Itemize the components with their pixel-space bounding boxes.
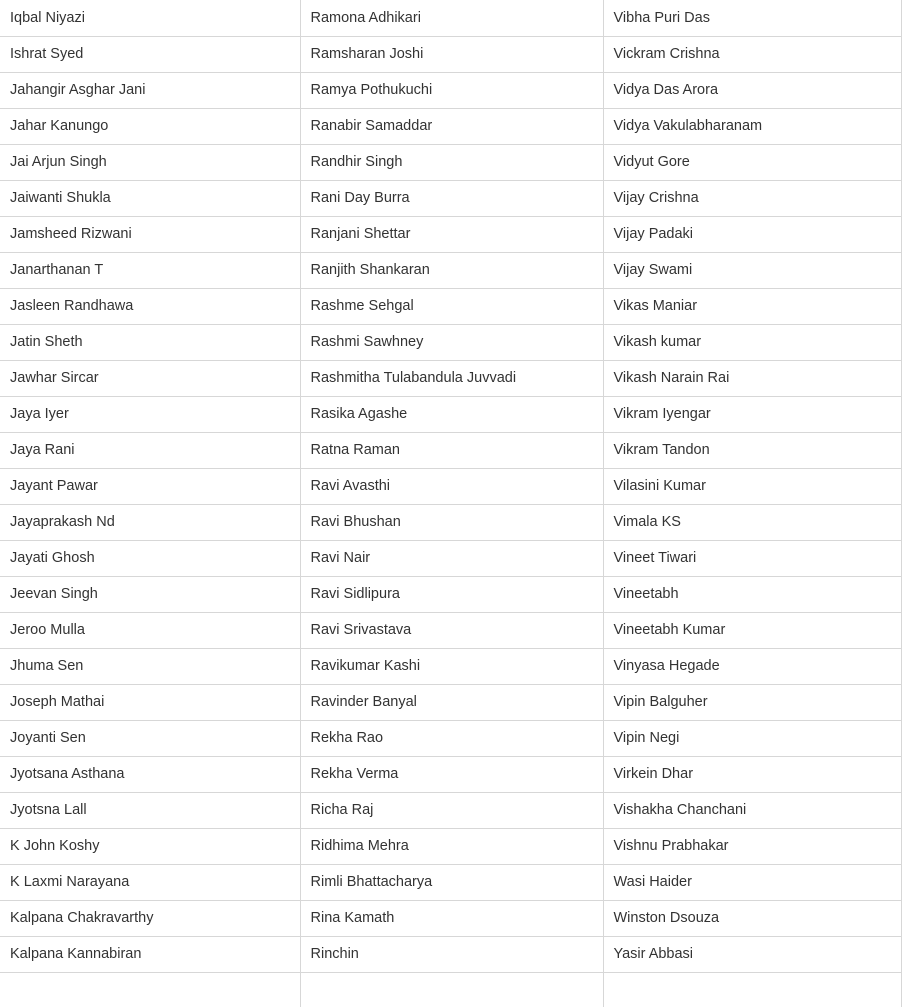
name-cell: Vibha Puri Das [603,0,901,36]
name-cell: Jyotsna Lall [0,792,300,828]
name-cell: Rashme Sehgal [300,288,603,324]
name-cell: Vishnu Prabhakar [603,828,901,864]
table-row [0,936,901,972]
name-cell: Jai Arjun Singh [0,144,300,180]
name-cell: Ravi Srivastava [300,612,603,648]
name-cell: Ravi Sidlipura [300,576,603,612]
name-cell: Jaya Iyer [0,396,300,432]
name-cell: Ratna Raman [300,432,603,468]
name-cell: Virkein Dhar [603,756,901,792]
name-cell: Richa Raj [300,792,603,828]
name-cell: Jahangir Asghar Jani [0,72,300,108]
name-cell: Jayant Pawar [0,468,300,504]
name-cell [300,972,603,1007]
table-row [0,288,901,324]
name-cell: Kalpana Chakravarthy [0,900,300,936]
name-cell: Vineet Tiwari [603,540,901,576]
name-cell: Ravi Bhushan [300,504,603,540]
table-row [0,216,901,252]
name-cell: Vimala KS [603,504,901,540]
name-cell: Kalpana Kannabiran [0,936,300,972]
table-row [0,360,901,396]
name-cell: Winston Dsouza [603,900,901,936]
name-cell: Vishakha Chanchani [603,792,901,828]
table-row [0,36,901,72]
name-cell: Ravi Nair [300,540,603,576]
name-cell: Jayati Ghosh [0,540,300,576]
name-cell: Vidya Vakulabharanam [603,108,901,144]
name-cell: Ranjith Shankaran [300,252,603,288]
name-cell: Rekha Rao [300,720,603,756]
name-cell: Vikas Maniar [603,288,901,324]
name-cell: Iqbal Niyazi [0,0,300,36]
name-cell: Wasi Haider [603,864,901,900]
table-row [0,540,901,576]
name-cell: Ranjani Shettar [300,216,603,252]
table-row [0,252,901,288]
name-cell [603,972,901,1007]
name-cell: Yasir Abbasi [603,936,901,972]
name-cell: Jatin Sheth [0,324,300,360]
table-row [0,828,901,864]
table-row [0,108,901,144]
name-cell: Jamsheed Rizwani [0,216,300,252]
name-cell: Rasika Agashe [300,396,603,432]
name-cell: Ishrat Syed [0,36,300,72]
name-cell: Vikash Narain Rai [603,360,901,396]
name-cell: Jasleen Randhawa [0,288,300,324]
table-row [0,756,901,792]
name-cell [0,972,300,1007]
name-cell: Vidya Das Arora [603,72,901,108]
table-row [0,144,901,180]
name-cell: Vipin Negi [603,720,901,756]
name-cell: Jeevan Singh [0,576,300,612]
table-row [0,864,901,900]
table-row [0,468,901,504]
name-cell: Joseph Mathai [0,684,300,720]
name-cell: Janarthanan T [0,252,300,288]
name-cell: Jeroo Mulla [0,612,300,648]
table-row [0,648,901,684]
name-cell: Rina Kamath [300,900,603,936]
name-cell: Rimli Bhattacharya [300,864,603,900]
name-cell: Jaiwanti Shukla [0,180,300,216]
name-cell: Randhir Singh [300,144,603,180]
name-cell: Vijay Swami [603,252,901,288]
table-row [0,576,901,612]
table-row [0,900,901,936]
name-cell: Vineetabh [603,576,901,612]
name-cell: Vilasini Kumar [603,468,901,504]
name-cell: Vipin Balguher [603,684,901,720]
name-cell: Jahar Kanungo [0,108,300,144]
name-cell: Jaya Rani [0,432,300,468]
table-row [0,72,901,108]
name-cell: Ravikumar Kashi [300,648,603,684]
name-cell: Ravinder Banyal [300,684,603,720]
name-cell: Vikash kumar [603,324,901,360]
name-cell: Jhuma Sen [0,648,300,684]
name-cell: Ravi Avasthi [300,468,603,504]
table-row [0,612,901,648]
name-cell: Vineetabh Kumar [603,612,901,648]
name-cell: Vickram Crishna [603,36,901,72]
name-cell: Vikram Tandon [603,432,901,468]
name-cell: Rekha Verma [300,756,603,792]
name-cell: K John Koshy [0,828,300,864]
table-row [0,180,901,216]
name-cell: Ranabir Samaddar [300,108,603,144]
name-cell: Jayaprakash Nd [0,504,300,540]
table-row [0,720,901,756]
table-row [0,432,901,468]
name-cell: Ramona Adhikari [300,0,603,36]
table-row [0,792,901,828]
table-row [0,0,901,36]
table-row-partial [0,972,901,1007]
name-cell: Joyanti Sen [0,720,300,756]
name-cell: Rashmi Sawhney [300,324,603,360]
name-cell: Ramya Pothukuchi [300,72,603,108]
name-cell: Rani Day Burra [300,180,603,216]
table-row [0,504,901,540]
name-cell: Vikram Iyengar [603,396,901,432]
name-cell: Vinyasa Hegade [603,648,901,684]
table-row [0,324,901,360]
name-cell: Rashmitha Tulabandula Juvvadi [300,360,603,396]
name-cell: Ridhima Mehra [300,828,603,864]
name-cell: K Laxmi Narayana [0,864,300,900]
name-cell: Jawhar Sircar [0,360,300,396]
name-cell: Vidyut Gore [603,144,901,180]
name-cell: Ramsharan Joshi [300,36,603,72]
table-row [0,684,901,720]
name-cell: Jyotsana Asthana [0,756,300,792]
name-cell: Vijay Padaki [603,216,901,252]
table-row [0,396,901,432]
name-cell: Rinchin [300,936,603,972]
name-cell: Vijay Crishna [603,180,901,216]
